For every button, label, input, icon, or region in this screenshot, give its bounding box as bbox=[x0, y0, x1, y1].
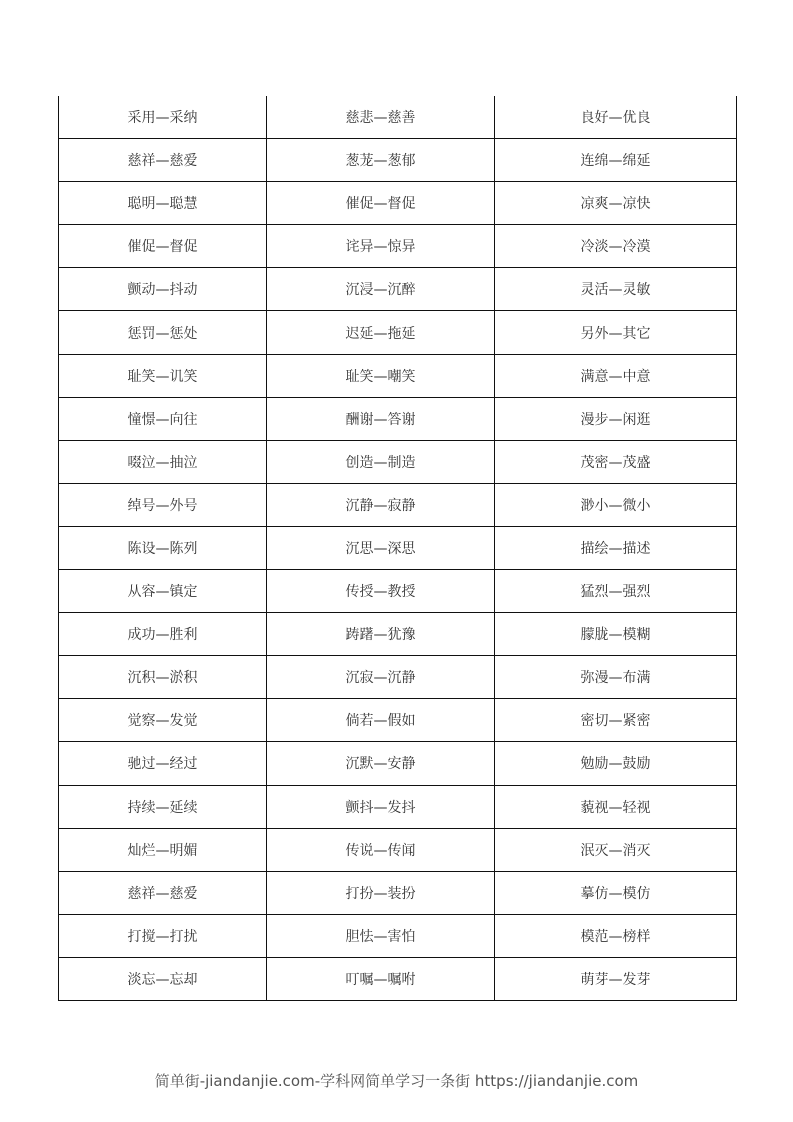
table-row bbox=[59, 570, 737, 613]
table-row bbox=[59, 785, 737, 828]
table-cell: 茂密—茂盛 bbox=[495, 440, 737, 483]
table-cell: 萌芽—发芽 bbox=[495, 957, 737, 1000]
table-cell: 慈悲—慈善 bbox=[267, 96, 495, 139]
table-cell: 冷淡—冷漠 bbox=[495, 225, 737, 268]
table-cell: 摹仿—模仿 bbox=[495, 871, 737, 914]
table-cell: 催促—督促 bbox=[59, 225, 267, 268]
table-cell: 弥漫—布满 bbox=[495, 656, 737, 699]
table-cell: 猛烈—强烈 bbox=[495, 570, 737, 613]
table-cell: 酬谢—答谢 bbox=[267, 397, 495, 440]
table-cell: 聪明—聪慧 bbox=[59, 182, 267, 225]
table-cell: 陈设—陈列 bbox=[59, 526, 267, 569]
table-cell: 模范—榜样 bbox=[495, 914, 737, 957]
table-cell: 灵活—灵敏 bbox=[495, 268, 737, 311]
table-row bbox=[59, 656, 737, 699]
table-row bbox=[59, 613, 737, 656]
table-cell: 绰号—外号 bbox=[59, 483, 267, 526]
table-cell: 驰过—经过 bbox=[59, 742, 267, 785]
table-row bbox=[59, 354, 737, 397]
table-cell: 密切—紧密 bbox=[495, 699, 737, 742]
table-cell: 满意—中意 bbox=[495, 354, 737, 397]
table-cell: 胆怯—害怕 bbox=[267, 914, 495, 957]
table-row bbox=[59, 268, 737, 311]
table-cell: 踌躇—犹豫 bbox=[267, 613, 495, 656]
table-cell: 耻笑—讥笑 bbox=[59, 354, 267, 397]
table-row bbox=[59, 828, 737, 871]
table-cell: 沉浸—沉醉 bbox=[267, 268, 495, 311]
table-cell: 朦胧—模糊 bbox=[495, 613, 737, 656]
table-row bbox=[59, 914, 737, 957]
table-cell: 传授—教授 bbox=[267, 570, 495, 613]
table-cell: 迟延—拖延 bbox=[267, 311, 495, 354]
table-row bbox=[59, 526, 737, 569]
table-row bbox=[59, 182, 737, 225]
table-row bbox=[59, 957, 737, 1000]
table-cell: 沉静—寂静 bbox=[267, 483, 495, 526]
table-cell: 传说—传闻 bbox=[267, 828, 495, 871]
table-cell: 倘若—假如 bbox=[267, 699, 495, 742]
table-cell: 诧异—惊异 bbox=[267, 225, 495, 268]
table-cell: 淡忘—忘却 bbox=[59, 957, 267, 1000]
table-cell: 从容—镇定 bbox=[59, 570, 267, 613]
table-row bbox=[59, 742, 737, 785]
table-cell: 凉爽—凉快 bbox=[495, 182, 737, 225]
table-cell: 藐视—轻视 bbox=[495, 785, 737, 828]
table-row bbox=[59, 699, 737, 742]
table-row bbox=[59, 139, 737, 182]
table-cell: 勉励—鼓励 bbox=[495, 742, 737, 785]
table-cell: 沉默—安静 bbox=[267, 742, 495, 785]
table-cell: 葱茏—葱郁 bbox=[267, 139, 495, 182]
page-footer: 简单街-jiandanjie.com-学科网简单学习一条街 https://jiandanjie.com bbox=[154, 1072, 639, 1090]
table-cell: 创造—制造 bbox=[267, 440, 495, 483]
table-cell: 沉积—淤积 bbox=[59, 656, 267, 699]
table-cell: 颤动—抖动 bbox=[59, 268, 267, 311]
table-cell: 颤抖—发抖 bbox=[267, 785, 495, 828]
table-cell: 惩罚—惩处 bbox=[59, 311, 267, 354]
table-cell: 慈祥—慈爱 bbox=[59, 871, 267, 914]
table-cell: 觉察—发觉 bbox=[59, 699, 267, 742]
table-row bbox=[59, 225, 737, 268]
table-cell: 采用—采纳 bbox=[59, 96, 267, 139]
table-cell: 叮嘱—嘱咐 bbox=[267, 957, 495, 1000]
table-cell: 耻笑—嘲笑 bbox=[267, 354, 495, 397]
synonym-table bbox=[58, 96, 737, 1001]
table-cell: 灿烂—明媚 bbox=[59, 828, 267, 871]
table-cell: 啜泣—抽泣 bbox=[59, 440, 267, 483]
table-row bbox=[59, 397, 737, 440]
table-cell: 连绵—绵延 bbox=[495, 139, 737, 182]
table-cell: 打扮—装扮 bbox=[267, 871, 495, 914]
table-cell: 沉寂—沉静 bbox=[267, 656, 495, 699]
table-cell: 渺小—微小 bbox=[495, 483, 737, 526]
table-cell: 持续—延续 bbox=[59, 785, 267, 828]
table-row bbox=[59, 311, 737, 354]
table-cell: 描绘—描述 bbox=[495, 526, 737, 569]
table-row bbox=[59, 96, 737, 139]
table-cell: 漫步—闲逛 bbox=[495, 397, 737, 440]
table-cell: 沉思—深思 bbox=[267, 526, 495, 569]
table-row bbox=[59, 483, 737, 526]
table-cell: 慈祥—慈爱 bbox=[59, 139, 267, 182]
table-cell: 良好—优良 bbox=[495, 96, 737, 139]
table-cell: 另外—其它 bbox=[495, 311, 737, 354]
table-cell: 憧憬—向往 bbox=[59, 397, 267, 440]
table-cell: 泯灭—消灭 bbox=[495, 828, 737, 871]
table-row bbox=[59, 871, 737, 914]
table-cell: 催促—督促 bbox=[267, 182, 495, 225]
table-row bbox=[59, 440, 737, 483]
table-cell: 打搅—打扰 bbox=[59, 914, 267, 957]
table-cell: 成功—胜利 bbox=[59, 613, 267, 656]
synonym-table-body bbox=[59, 96, 737, 1000]
